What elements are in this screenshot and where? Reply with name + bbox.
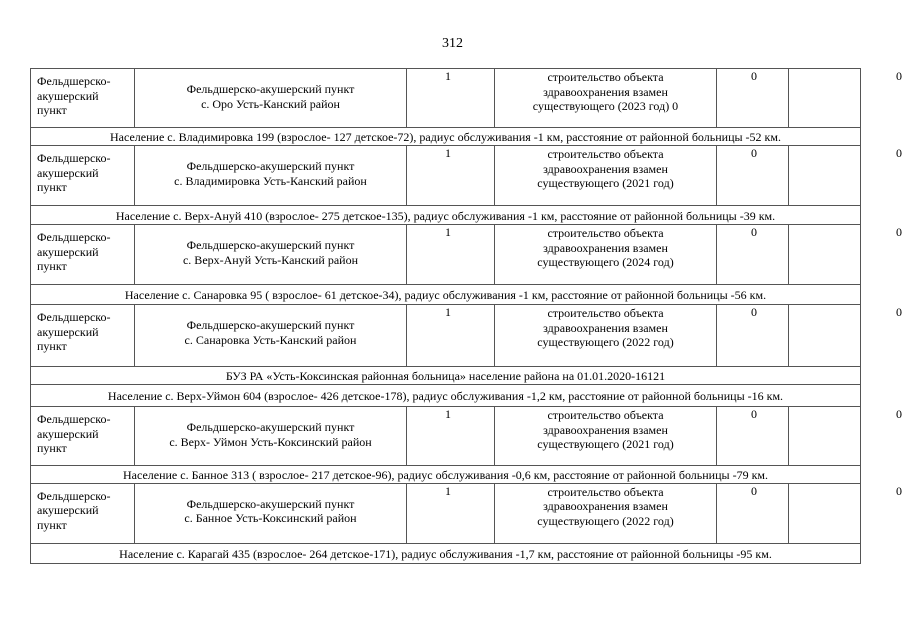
population-note: БУЗ РА «Усть-Коксинская районная больница» население района на 01.01.2020-16121	[31, 367, 861, 385]
facility-name-cell	[135, 407, 407, 466]
value-cell: 0	[789, 225, 861, 285]
action-cell: строительство объекта здравоохранения взамен существующего (2024 год)	[495, 225, 717, 285]
facility-type-cell: Фельдшерско- акушерский пункт	[31, 69, 135, 128]
action-cell: строительство объекта здравоохранения взамен существующего (2022 год)	[495, 483, 717, 543]
action-cell: строительство объекта здравоохранения взамен существующего (2022 год)	[495, 305, 717, 367]
population-note-row	[31, 543, 861, 563]
table-row	[31, 483, 861, 543]
facility-location-line: с. Санаровка Усть-Канский район	[184, 332, 357, 347]
count-cell: 1	[407, 69, 495, 128]
facility-name-cell	[135, 305, 407, 367]
value-cell: 0	[789, 483, 861, 543]
value-cell: 0	[789, 146, 861, 206]
value-cell: 0	[789, 407, 861, 466]
population-note: Население с. Верх-Ануй 410 (взрослое- 275 детское-135), радиус обслуживания -1 км, расстояние от районной больницы -39 км.	[31, 206, 861, 225]
action-cell: строительство объекта здравоохранения взамен существующего (2021 год)	[495, 146, 717, 206]
facility-type-cell: Фельдшерско- акушерский пункт	[31, 225, 135, 285]
population-note: Население с. Верх-Уймон 604 (взрослое- 426 детское-178), радиус обслуживания -1,2 км, расстояние от районной больницы -16 км.	[31, 385, 861, 407]
count-cell: 1	[407, 305, 495, 367]
facility-location-line: с. Владимировка Усть-Канский район	[174, 173, 367, 188]
count-cell: 1	[407, 225, 495, 285]
table-row	[31, 69, 861, 128]
population-note: Население с. Владимировка 199 (взрослое- 127 детское-72), радиус обслуживания -1 км, расстояние от районной больницы -52 км.	[31, 128, 861, 146]
action-cell: строительство объекта здравоохранения взамен существующего (2023 год) 0	[495, 69, 717, 128]
value-cell: 0	[717, 146, 789, 206]
value-cell: 0	[789, 69, 861, 128]
facility-name-line: Фельдшерско-акушерский пункт	[186, 238, 355, 252]
population-note: Население с. Банное 313 ( взрослое- 217 детское-96), радиус обслуживания -0,6 км, расстояние от районной больницы -79 км.	[31, 466, 861, 484]
value-cell: 0	[717, 305, 789, 367]
facility-name-cell	[135, 225, 407, 285]
facility-name-cell	[135, 483, 407, 543]
population-note-row	[31, 206, 861, 225]
count-cell: 1	[407, 483, 495, 543]
facility-name-cell	[135, 69, 407, 128]
count-cell: 1	[407, 407, 495, 466]
population-note: Население с. Карагай 435 (взрослое- 264 детское-171), радиус обслуживания -1,7 км, расстояние от районной больницы -95 км.	[31, 543, 861, 563]
value-cell: 0	[717, 483, 789, 543]
facility-name-line: Фельдшерско-акушерский пункт	[186, 420, 355, 434]
facility-type-cell: Фельдшерско- акушерский пункт	[31, 305, 135, 367]
facility-location-line: с. Банное Усть-Коксинский район	[184, 511, 357, 525]
table-row	[31, 407, 861, 466]
facility-name-line: Фельдшерско-акушерский пункт	[186, 318, 355, 332]
facility-name-cell	[135, 146, 407, 206]
table-row	[31, 146, 861, 206]
population-note-row	[31, 285, 861, 305]
population-note-row	[31, 367, 861, 385]
facility-name-line: Фельдшерско-акушерский пункт	[186, 159, 355, 173]
population-note-row	[31, 466, 861, 484]
page-number: 312	[442, 36, 463, 51]
value-cell: 0	[717, 225, 789, 285]
population-note-row	[31, 385, 861, 407]
table-row	[31, 305, 861, 367]
facility-name-line: Фельдшерско-акушерский пункт	[186, 82, 355, 96]
facility-location-line: с. Оро Усть-Канский район	[201, 96, 340, 111]
facility-name-line: Фельдшерско-акушерский пункт	[186, 496, 355, 511]
facility-type-cell: Фельдшерско- акушерский пункт	[31, 146, 135, 206]
population-note: Население с. Санаровка 95 ( взрослое- 61 детское-34), радиус обслуживания -1 км, расстояние от районной больницы -56 км.	[31, 285, 861, 305]
count-cell: 1	[407, 146, 495, 206]
facility-location-line: с. Верх- Уймон Усть-Коксинский район	[169, 434, 372, 449]
value-cell: 0	[717, 407, 789, 466]
facilities-table	[30, 68, 902, 564]
table-row	[31, 225, 861, 285]
facility-type-cell: Фельдшерско- акушерский пункт	[31, 407, 135, 466]
facility-location-line: с. Верх-Ануй Усть-Канский район	[182, 252, 359, 267]
action-cell: строительство объекта здравоохранения взамен существующего (2021 год)	[495, 407, 717, 466]
value-cell: 0	[789, 305, 861, 367]
value-cell: 0	[717, 69, 789, 128]
population-note-row	[31, 128, 861, 146]
facility-type-cell: Фельдшерско- акушерский пункт	[31, 483, 135, 543]
